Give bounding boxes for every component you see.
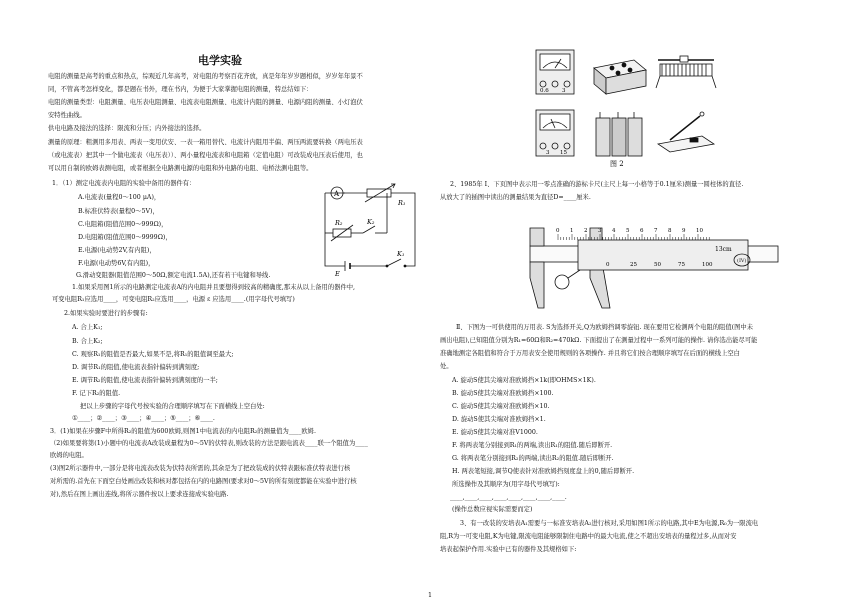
vernier-scale-label: 100 bbox=[702, 262, 713, 268]
q1-part3-line: 3．(1)如果在步骤F中所得R₂的阻值为600欧姆,则图1中电流表的内电阻R₂的测量值为____欧姆. bbox=[50, 428, 316, 435]
main-scale-label: 1 bbox=[570, 228, 574, 234]
q1-part3-line: 对所需的.首先在下面空白处画出改装和核对都包括在内的电路图(要求对0～5V的所有刻度都能在实验中进行核 bbox=[50, 478, 357, 485]
intro-line: 同，不管高考怎样变化，都是题在书外，理在书内，为便于大家掌握电阻的测量，特总结如下： bbox=[48, 86, 313, 93]
q2-part2-line: 准确地测定各阻值和符合于万用表安全使用规则的各项操作. 并且将它们按合理顺序填写在后面的横线上空白 bbox=[440, 350, 740, 357]
q1-option: F.电源(电动势6V,有内阻)， bbox=[78, 260, 155, 267]
q3-line: 阻,R为一可变电阻,K为电键,限流电阻能够限制住电路中的最大电流,使之不超出安培表的量程过多,从而对安 bbox=[440, 533, 737, 540]
k1-label: K₁ bbox=[397, 250, 405, 258]
q1-part3-line: (3)图2所示器件中,一部分是将电流表改装为伏特表所需的,其余是为了把改装成的伏特表跟标准伏特表进行核 bbox=[50, 465, 351, 472]
meter1-label: 3 bbox=[562, 88, 566, 94]
figure-2-caption: 图 2 bbox=[610, 160, 624, 168]
ammeter-label: A bbox=[334, 190, 340, 198]
caliper-unit: 13cm bbox=[715, 246, 732, 253]
intro-line: 可以用自制的欧姆表测电阻，或者根据全电路测电源的电阻和外电路的电阻、电桥法测电阻等。 bbox=[48, 165, 313, 172]
resistance-box-illustration bbox=[594, 60, 646, 94]
page-number: 1 bbox=[428, 592, 433, 599]
r2-label: R₂ bbox=[335, 219, 343, 227]
q2-operation: B. 旋动S使其尖端对准欧姆挡×100. bbox=[452, 390, 554, 397]
main-scale-label: 4 bbox=[612, 228, 616, 234]
q3-line: 3、有一改装的安培表A₁需要与一标准安培表A₂进行核对,采用如图1所示的电路,其中E为电源,R₀为一限流电 bbox=[460, 520, 759, 527]
q1-option-g: G.滑动变阻器(阻值范围0～50Ω,额定电流1.5A),还有若干电键和导线. bbox=[76, 272, 271, 279]
intro-line: （或电流表）把其中一个做电流表（电压表））、两小量程电流表和电阻箱（定值电阻）可改装成电压表后使用，也 bbox=[48, 152, 363, 159]
vernier-scale-label: 75 bbox=[678, 262, 685, 268]
q1-step: F. 记下R₂的阻值. bbox=[72, 390, 121, 397]
q2-note: (操作总数应视实际需要而定) bbox=[452, 506, 533, 513]
q2-operation: C. 旋动S使其尖端对准欧姆挡×10. bbox=[452, 403, 550, 410]
q2-operation: F. 将两表笔分别接到R₁的两端,读出R₁的阻值.随后即断开. bbox=[452, 442, 613, 449]
q1-step: C. 观察R₁的阻值是否最大,如果不是,将R₁的阻值调至最大; bbox=[72, 351, 234, 358]
q1-part3-line: 欧姆的电阻。 bbox=[50, 452, 88, 459]
main-scale-label: 2 bbox=[584, 228, 588, 234]
battery-pack-illustration bbox=[596, 112, 642, 156]
main-scale-label: 8 bbox=[668, 228, 672, 234]
main-scale-label: 10 bbox=[696, 228, 703, 234]
q1-order-blanks: ①____；②____；③____；④____；⑤____；⑥____. bbox=[72, 415, 215, 422]
q2-stem-line: 2、1985年 Ⅰ、下页图中表示用一零点准确的游标卡尺(主尺上每一小格等于0.1厘米)测量一圆柱体的直径. bbox=[450, 181, 744, 188]
q1-order-prompt: 把以上步骤的字母代号按实验的合理顺序填写在下面横线上空白处: bbox=[80, 403, 265, 410]
knife-switch-illustration bbox=[658, 112, 714, 152]
q1-step: E. 调节R₂的阻值,使电流表指针偏转到满刻度的一半; bbox=[72, 377, 218, 384]
vernier-scale-label: 50 bbox=[654, 262, 661, 268]
q2-order-prompt: 所选操作及其顺序为(用字母代号填写): bbox=[452, 481, 560, 488]
q1-part3-line: （2)如果要将第(1)小题中的电流表A改装成量程为0～5V的伏特表,则改装的方法是跟电流表____联一个阻值为____ bbox=[50, 440, 368, 447]
main-scale-label: 5 bbox=[626, 228, 630, 234]
q2-part2-line: Ⅱ、下图为一可供使用的万用表. S为选择开关,Q为欧姆挡调零旋钮. 现在要用它检测两个电阻的阻值(图中未 bbox=[456, 324, 753, 331]
meter2-label: 3 bbox=[546, 150, 550, 156]
intro-line: 供电电路及接法的选择：限流和分压；内外接法的选择。 bbox=[48, 125, 206, 132]
q1-option: E.电源(电动势2V,有内阻)， bbox=[78, 247, 156, 254]
main-scale-label: 3 bbox=[598, 228, 602, 234]
intro-line: 测量的原理：粗测用多用表、两表一变用伏安、一表一箱用替代、电流计内阻用半偏、两压两流要转换（两电压表 bbox=[48, 139, 363, 146]
main-scale-label: 0 bbox=[556, 228, 560, 234]
k2-label: K₂ bbox=[367, 218, 375, 226]
q1-stem: 1．（1）测定电流表内电阻的实验中备用的器件有： bbox=[52, 180, 196, 187]
q2-operation: G. 将两表笔分别接到R₂的两端,读出R₂的阻值.随后即断开. bbox=[452, 455, 614, 462]
battery-label: E bbox=[335, 270, 340, 278]
main-scale-label: 7 bbox=[654, 228, 658, 234]
q1-part2-title: 2.如果实验时要进行的步骤有: bbox=[64, 310, 148, 317]
q1-step: A. 合上K₁; bbox=[72, 324, 103, 331]
intro-line: 电阻的测量是高考的重点和热点，综观近几年高考，对电阻的考察百花齐放，真是年年岁岁题相似，岁岁年年景不 bbox=[48, 73, 363, 80]
intro-line: 安特性曲线。 bbox=[48, 112, 86, 119]
vernier-scale-label: 0 bbox=[606, 262, 610, 268]
vernier-caliper-diagram bbox=[510, 218, 780, 313]
meter1-label: 0.6 bbox=[540, 88, 549, 94]
page-title: 电学实验 bbox=[198, 54, 242, 67]
q2-order-blanks: ____,____,____,____,____,____,____,____. bbox=[450, 494, 567, 501]
figure-2-apparatus bbox=[530, 40, 720, 170]
q2-part2-line: 处。 bbox=[440, 363, 453, 370]
q1-step: D. 调节R₁的阻值,使电流表指针偏转到满刻度; bbox=[72, 364, 200, 371]
r1-label: R₁ bbox=[398, 199, 406, 207]
q2-operation: E. 旋动S使其尖端对准V1000. bbox=[452, 429, 538, 436]
q1-option: A.电流表(量程0～100 μA)， bbox=[78, 194, 161, 201]
q1-option: C.电阻箱(阻值范围0～999Ω)， bbox=[78, 221, 168, 228]
rheostat-illustration bbox=[656, 56, 716, 88]
q1-part1-line: 可变电阻R₁应选用____，可变电阻R₂应选用____，电源 ε 应选用____.(用字母代号填写) bbox=[52, 296, 295, 303]
q1-part3-line: 对),然后在图上画出连线,将所示器件按以上要求连接成实验电路. bbox=[50, 491, 229, 498]
q1-step: B. 合上K₂; bbox=[72, 338, 103, 345]
q2-stem-line: 从放大了的插图中读出的测量结果为直径D=____厘米. bbox=[440, 194, 591, 201]
intro-line: 电阻的测量类型：电阻测量、电压表电阻测量、电流表电阻测量、电流计内阻的测量、电源内阻的测量、小灯泡伏 bbox=[48, 99, 363, 106]
q1-option: D.电阻箱(阻值范围0～9999Ω)， bbox=[78, 234, 172, 241]
main-scale-label: 9 bbox=[682, 228, 686, 234]
main-scale-ticks bbox=[558, 234, 709, 240]
q2-operation: H. 两表笔短接,调节Q使表针对准欧姆挡刻度盘上的0,随后即断开. bbox=[452, 468, 635, 475]
q1-option: B.标准伏特表(量程0～5V)， bbox=[78, 208, 159, 215]
q3-line: 培表起保护作用.实验中已有的器件及其规格如下: bbox=[440, 546, 577, 553]
ammeter-illustration bbox=[536, 110, 574, 156]
q2-part2-line: 画出电阻),已知阻值分别为R₁=60Ω和R₂=470kΩ. 下面提出了在测量过程中一系列可能的操作. 请你选出能尽可能 bbox=[440, 337, 758, 344]
main-scale-label: 6 bbox=[640, 228, 644, 234]
vernier-scale-label: 25 bbox=[630, 262, 637, 268]
meter2-label: 15 bbox=[560, 150, 567, 156]
q2-operation: D. 旋动S使其尖端对准欧姆挡×1. bbox=[452, 416, 546, 423]
circuit-diagram bbox=[315, 178, 430, 278]
q2-operation: A. 旋动S使其尖端对准欧姆挡×1k(即OHMS×1K). bbox=[452, 377, 596, 384]
q1-part1-line: 1.如果采用图1所示的电路测定电流表A的内电阻并且要想得到较高的精确度,那末从以上备用的器件中, bbox=[72, 284, 356, 291]
main-scale-labels bbox=[556, 228, 703, 234]
knob-label: (IV) bbox=[737, 258, 747, 264]
